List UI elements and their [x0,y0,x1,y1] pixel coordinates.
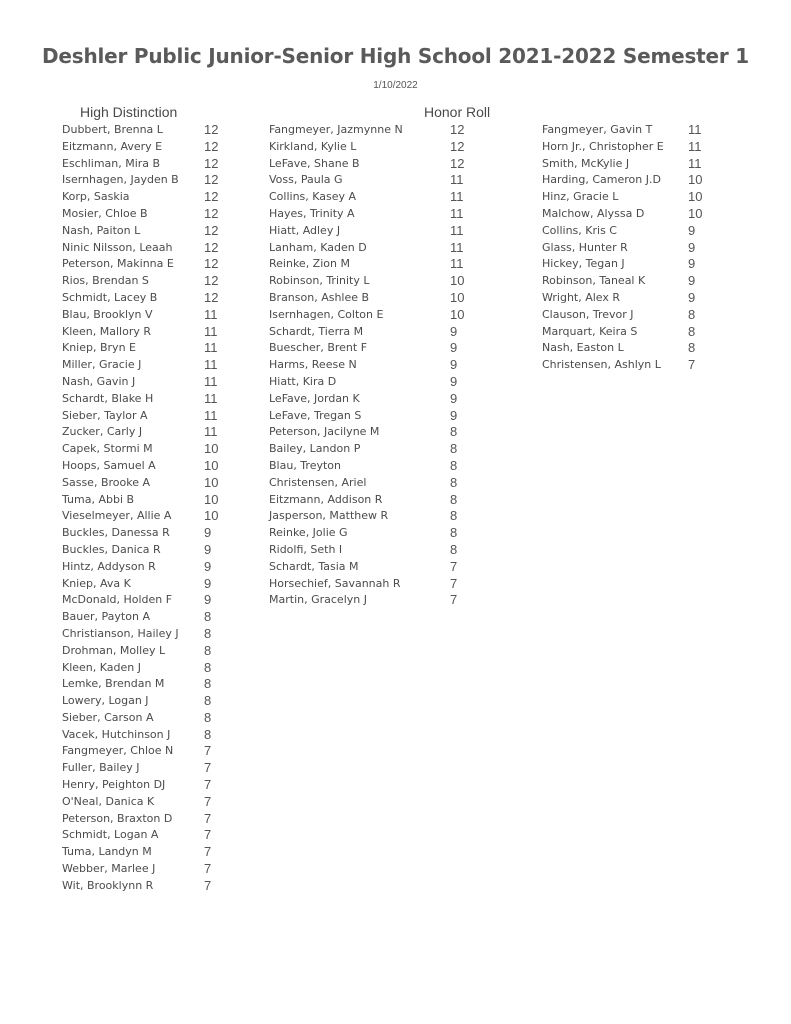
student-name: LeFave, Tregan S [269,408,362,422]
student-name: Schmidt, Lacey B [62,290,158,304]
grade-level: 8 [204,642,212,658]
student-name: Branson, Ashlee B [269,290,370,304]
student-name: Schardt, Tasia M [269,559,359,573]
grade-level: 11 [450,256,464,272]
grade-level: 11 [688,122,702,137]
grade-level: 8 [688,340,696,356]
grade-level: 9 [688,239,696,255]
student-name: Sasse, Brooke A [62,475,150,489]
grade-level: 9 [450,340,458,356]
grade-level: 9 [204,558,212,574]
grade-level: 10 [450,289,465,305]
student-name: Reinke, Zion M [269,257,350,271]
student-name: Bauer, Payton A [62,610,150,624]
grade-level: 10 [450,273,465,289]
grade-level: 9 [204,541,212,557]
student-name: Jasperson, Matthew R [269,509,389,523]
grade-level: 9 [450,323,458,339]
grade-level: 11 [204,407,218,423]
grade-level: 11 [204,323,218,339]
grade-level: 10 [688,189,703,205]
student-name: Kirkland, Kylie L [269,139,357,153]
grade-level: 7 [450,558,458,574]
grade-level: 12 [204,256,219,272]
student-name: Schardt, Blake H [62,391,154,405]
grade-level: 12 [204,172,219,188]
student-name: Webber, Marlee J [62,862,156,876]
grade-level: 11 [450,189,464,205]
student-name: Eitzmann, Addison R [269,492,383,506]
student-name: Fangmeyer, Gavin T [542,123,653,136]
grade-level: 9 [688,256,696,272]
student-name: Lowery, Logan J [62,694,149,708]
grade-level: 11 [204,306,218,322]
grade-level: 10 [204,457,219,473]
student-name: Kleen, Kaden J [62,660,141,674]
grade-level: 8 [450,541,458,557]
grade-level: 8 [204,676,212,692]
student-name: Peterson, Jacilyne M [269,425,380,439]
student-name: Hoops, Samuel A [62,458,156,472]
student-name: Martin, Gracelyn J [269,593,367,607]
grade-level: 12 [204,205,219,221]
student-name: Hintz, Addyson R [62,559,156,573]
student-name: Glass, Hunter R [542,240,628,254]
student-name: Drohman, Molley L [62,643,166,657]
grade-level: 7 [450,592,458,608]
grade-level: 12 [204,239,219,255]
student-name: Robinson, Taneal K [542,274,646,288]
student-name: Robinson, Trinity L [269,274,370,288]
grade-level: 8 [204,709,212,725]
grade-level: 9 [204,525,212,541]
student-name: Wit, Brooklynn R [62,878,154,892]
high-distinction-heading: High Distinction [80,104,178,120]
student-name: Kniep, Bryn E [62,341,136,355]
student-name: Buckles, Danica R [62,542,161,556]
grade-level: 12 [204,222,219,238]
grade-level: 11 [204,424,218,440]
grade-level: 10 [688,205,703,221]
student-name: Vieselmeyer, Allie A [62,509,172,523]
grade-level: 12 [450,155,465,171]
student-name: Nash, Gavin J [62,374,136,388]
student-name: Blau, Brooklyn V [62,307,153,321]
student-name: Clauson, Trevor J [542,307,634,321]
student-name: Isernhagen, Jayden B [62,173,179,187]
student-name: Isernhagen, Colton E [269,307,384,321]
student-name: Fuller, Bailey J [62,761,140,775]
grade-level: 8 [204,659,212,675]
student-name: Fangmeyer, Jazmynne N [269,123,403,136]
student-name: Vacek, Hutchinson J [62,727,171,741]
grade-level: 9 [450,357,458,373]
student-name: Kleen, Mallory R [62,324,152,338]
grade-level: 12 [204,155,219,171]
student-name: Christianson, Hailey J [62,626,179,640]
student-name: Schardt, Tierra M [269,324,364,338]
grade-level: 7 [450,575,458,591]
grade-level: 9 [204,575,212,591]
student-name: Sieber, Carson A [62,710,154,724]
grade-level: 11 [204,390,218,406]
grade-level: 9 [450,407,458,423]
student-name: Harding, Cameron J.D [542,173,661,187]
student-name: Buckles, Danessa R [62,526,170,540]
grade-level: 7 [688,357,696,373]
grade-level: 10 [204,474,219,490]
grade-level: 11 [204,357,218,373]
student-name: Malchow, Alyssa D [542,206,645,220]
student-name: Rios, Brendan S [62,274,149,288]
student-name: Collins, Kris C [542,223,617,237]
grade-level: 8 [204,693,212,709]
grade-level: 12 [450,122,465,137]
grade-level: 11 [450,205,464,221]
student-name: Collins, Kasey A [269,190,357,204]
student-name: Hickey, Tegan J [542,257,625,271]
grade-level: 10 [204,441,219,457]
student-name: Horn Jr., Christopher E [542,139,664,153]
student-name: Korp, Saskia [62,190,130,204]
student-name: Henry, Peighton DJ [62,778,166,792]
student-name: Eitzmann, Avery E [62,139,163,153]
grade-level: 8 [450,525,458,541]
student-name: O'Neal, Danica K [62,794,155,808]
student-name: McDonald, Holden F [62,593,173,607]
student-name: Hiatt, Adley J [269,223,341,237]
grade-level: 12 [204,289,219,305]
grade-level: 11 [204,373,218,389]
student-name: Sieber, Taylor A [62,408,148,422]
student-name: Horsechief, Savannah R [269,576,401,590]
student-name: LeFave, Shane B [269,156,360,170]
student-name: Lemke, Brendan M [62,677,165,691]
student-name: Schmidt, Logan A [62,828,159,842]
student-name: Zucker, Carly J [62,425,143,439]
grade-level: 12 [204,273,219,289]
student-name: Dubbert, Brenna L [62,123,163,136]
grade-level: 11 [204,340,218,356]
grade-level: 10 [204,508,219,524]
student-name: Hinz, Gracie L [542,190,619,204]
student-name: Ridolfi, Seth I [269,542,343,556]
grade-level: 8 [204,726,212,742]
grade-level: 7 [204,877,212,893]
student-name: Blau, Treyton [269,458,341,472]
student-name: Wright, Alex R [542,290,621,304]
grade-level: 7 [204,743,212,759]
grade-level: 8 [688,323,696,339]
grade-level: 12 [204,189,219,205]
grade-level: 8 [450,441,458,457]
student-name: Reinke, Jolie G [269,526,348,540]
student-name: Smith, McKylie J [542,156,630,170]
grade-level: 8 [450,424,458,440]
grade-level: 8 [450,457,458,473]
grade-level: 11 [688,138,702,154]
student-name: Eschliman, Mira B [62,156,161,170]
student-name: Voss, Paula G [269,173,343,187]
student-name: Tuma, Landyn M [62,845,152,859]
student-name: Kniep, Ava K [62,576,131,590]
grade-level: 11 [450,172,464,188]
grade-level: 8 [688,306,696,322]
student-name: Nash, Easton L [542,341,624,355]
student-name: Lanham, Kaden D [269,240,367,254]
page-title: Deshler Public Junior-Senior High School 2021-2022 Semester 1 [41,44,750,68]
student-name: Hayes, Trinity A [269,206,355,220]
grade-level: 7 [204,827,212,843]
grade-level: 10 [688,172,703,188]
grade-level: 8 [450,474,458,490]
student-name: Buescher, Brent F [269,341,368,355]
grade-level: 10 [204,491,219,507]
grade-level: 12 [450,138,465,154]
student-name: LeFave, Jordan K [269,391,360,405]
grade-level: 9 [450,373,458,389]
student-name: Peterson, Makinna E [62,257,174,271]
grade-level: 12 [204,122,219,137]
grade-level: 9 [450,390,458,406]
grade-level: 12 [204,138,219,154]
grade-level: 9 [688,222,696,238]
grade-level: 8 [204,625,212,641]
grade-level: 11 [450,222,464,238]
honor-roll-heading: Honor Roll [424,104,491,120]
grade-level: 9 [204,592,212,608]
student-name: Hiatt, Kira D [269,374,337,388]
report-date: 1/10/2022 [373,80,418,91]
grade-level: 7 [204,777,212,793]
student-name: Ninic Nilsson, Leaah [62,240,173,254]
grade-level: 8 [204,609,212,625]
grade-level: 9 [688,273,696,289]
grade-level: 9 [688,289,696,305]
student-name: Capek, Stormi M [62,442,153,456]
grade-level: 7 [204,861,212,877]
student-name: Christensen, Ashlyn L [542,358,661,372]
student-name: Mosier, Chloe B [62,206,148,220]
student-name: Harms, Reese N [269,358,357,372]
student-name: Bailey, Landon P [269,442,361,456]
student-name: Tuma, Abbi B [62,492,135,506]
student-name: Christensen, Ariel [269,475,367,489]
grade-level: 7 [204,844,212,860]
grade-level: 7 [204,760,212,776]
grade-level: 8 [450,508,458,524]
grade-level: 11 [450,239,464,255]
student-name: Miller, Gracie J [62,358,142,372]
grade-level: 10 [450,306,465,322]
student-name: Peterson, Braxton D [62,811,173,825]
grade-level: 11 [688,155,702,171]
student-name: Nash, Paiton L [62,223,141,237]
student-name: Fangmeyer, Chloe N [62,744,174,758]
student-name: Marquart, Keira S [542,324,638,338]
grade-level: 8 [450,491,458,507]
grade-level: 7 [204,810,212,826]
grade-level: 7 [204,793,212,809]
